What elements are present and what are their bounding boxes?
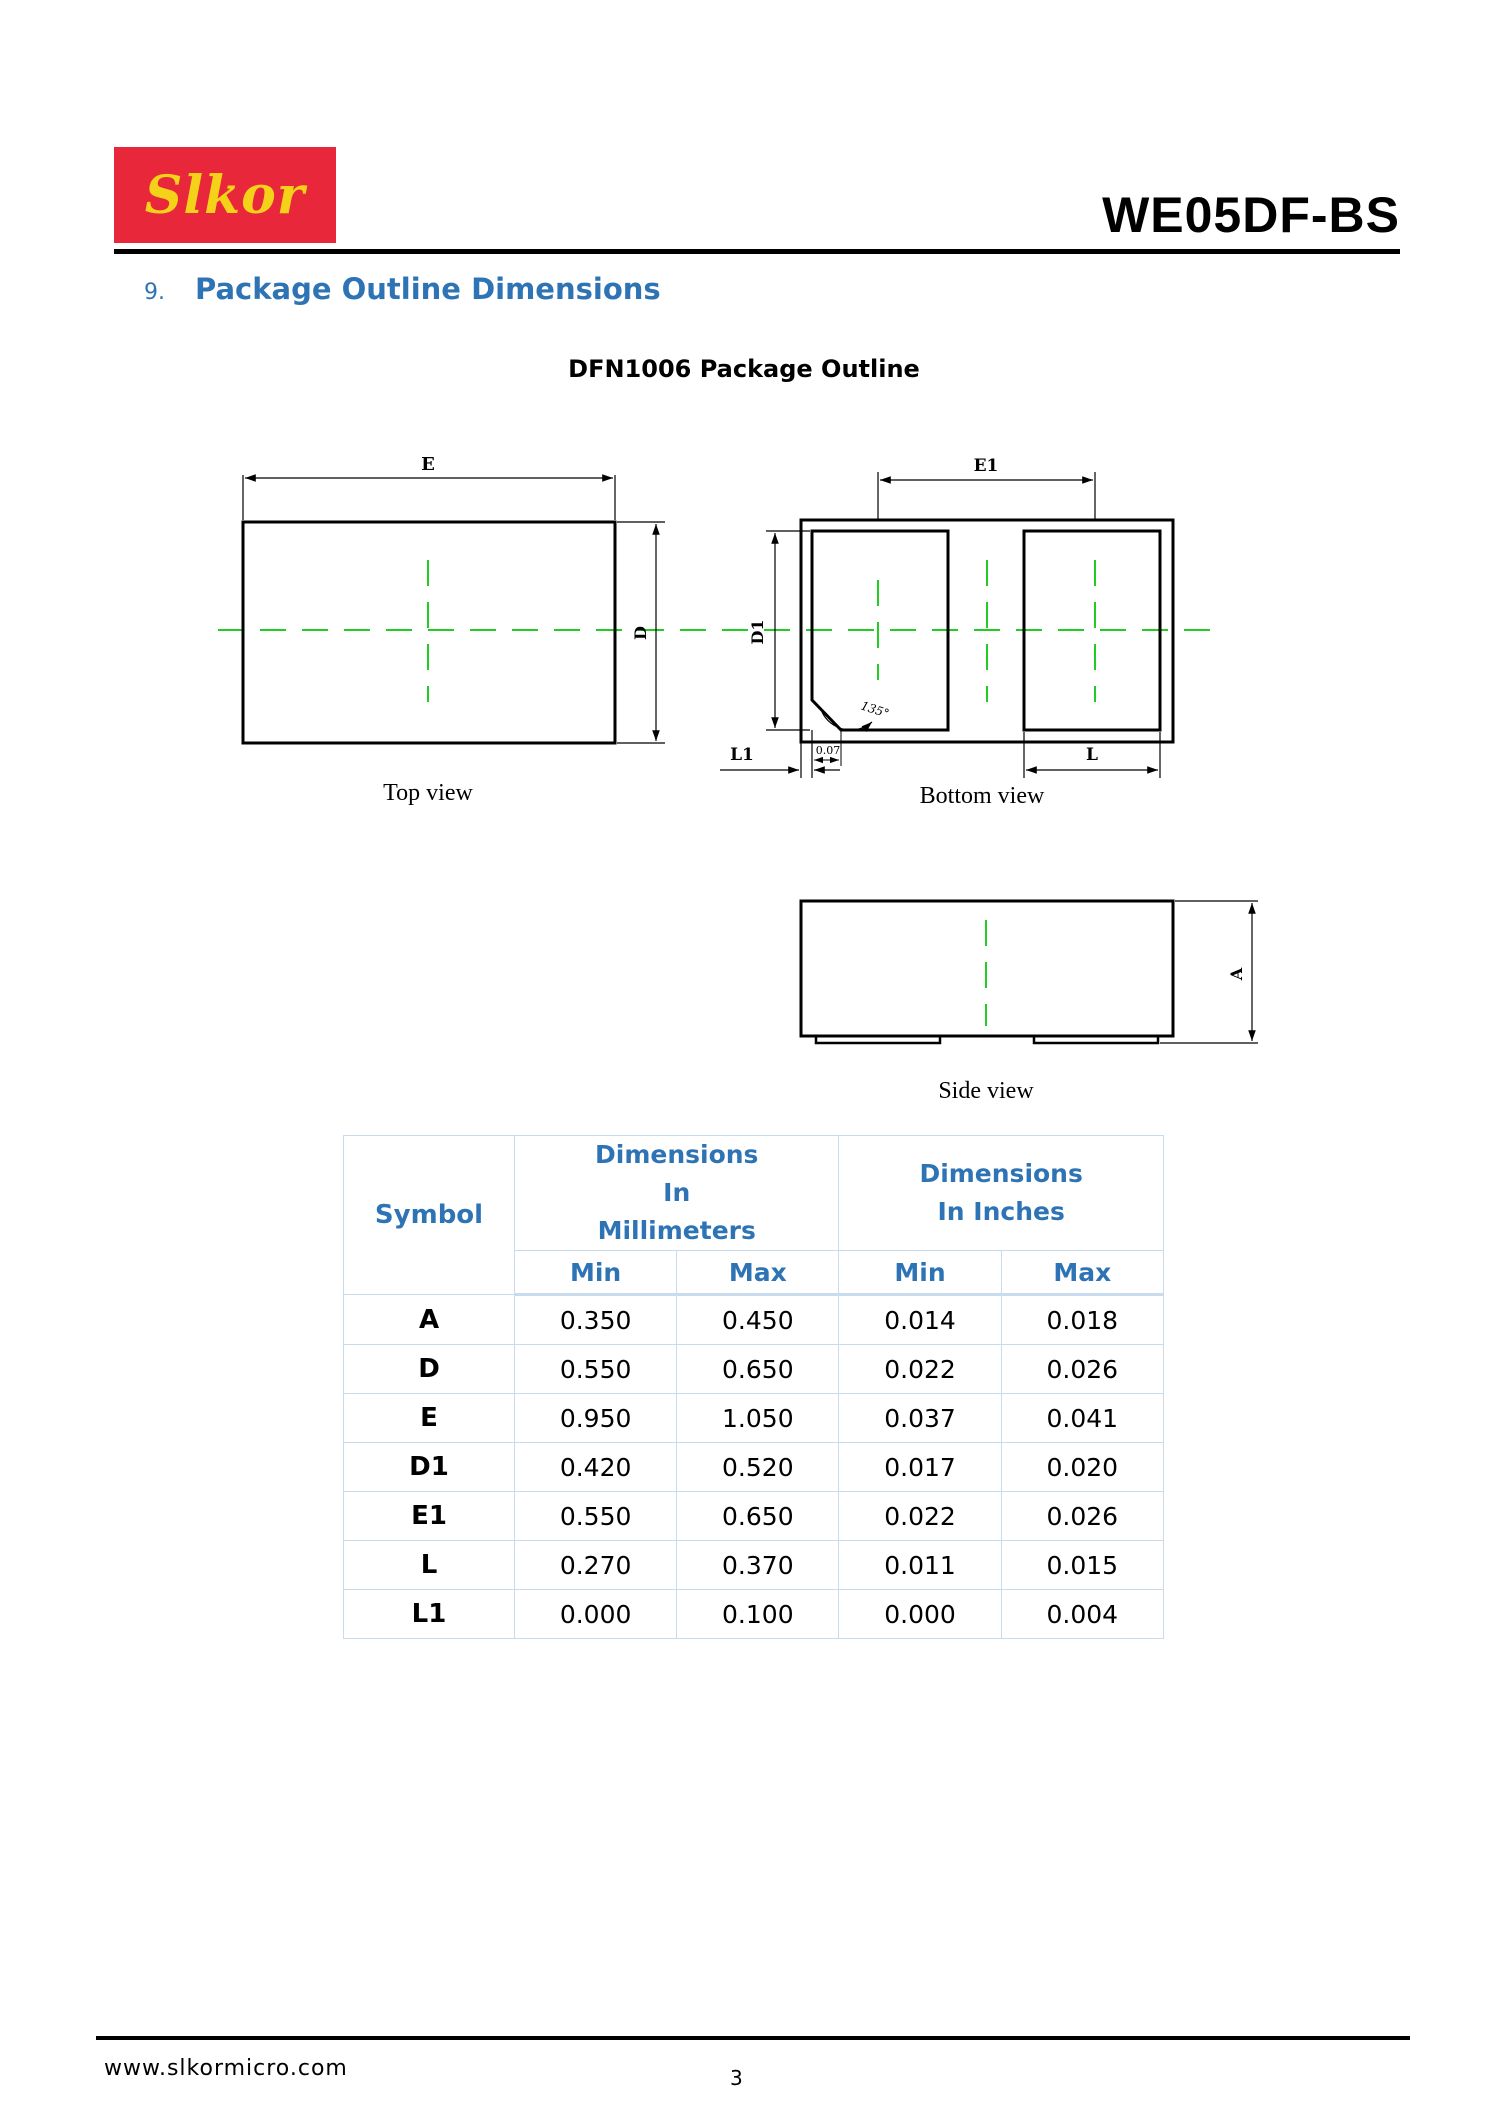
label-L1: L1 bbox=[730, 745, 754, 765]
row-in-min: 0.022 bbox=[839, 1345, 1001, 1394]
label-D: D bbox=[631, 626, 650, 640]
row-mm-max: 0.520 bbox=[677, 1443, 839, 1492]
label-D1: D1 bbox=[748, 619, 767, 645]
row-in-min: 0.017 bbox=[839, 1443, 1001, 1492]
row-in-max: 0.026 bbox=[1001, 1345, 1163, 1394]
row-mm-min: 0.270 bbox=[515, 1541, 677, 1590]
table-row bbox=[344, 1394, 1164, 1443]
header-millimeters: Dimensions In Millimeters bbox=[515, 1136, 839, 1251]
side-pad-left bbox=[816, 1036, 940, 1043]
pad-2 bbox=[1024, 531, 1160, 730]
row-mm-max: 0.450 bbox=[677, 1295, 839, 1345]
row-in-min: 0.000 bbox=[839, 1590, 1001, 1639]
section-title: Package Outline Dimensions bbox=[195, 272, 661, 306]
row-symbol: D bbox=[344, 1345, 515, 1394]
row-symbol: D1 bbox=[344, 1443, 515, 1492]
row-in-min: 0.022 bbox=[839, 1492, 1001, 1541]
header-in-min: Min bbox=[839, 1251, 1001, 1295]
row-mm-min: 0.950 bbox=[515, 1394, 677, 1443]
side-view-caption: Side view bbox=[938, 1078, 1034, 1104]
bottom-view-caption: Bottom view bbox=[919, 783, 1045, 809]
row-mm-max: 1.050 bbox=[677, 1394, 839, 1443]
bottom-view bbox=[720, 472, 1173, 778]
row-in-min: 0.037 bbox=[839, 1394, 1001, 1443]
side-pad-right bbox=[1034, 1036, 1158, 1043]
table-row bbox=[344, 1295, 1164, 1345]
top-view-caption: Top view bbox=[383, 780, 473, 806]
table-row bbox=[344, 1541, 1164, 1590]
label-E1: E1 bbox=[973, 456, 999, 476]
row-in-max: 0.018 bbox=[1001, 1295, 1163, 1345]
label-A: A bbox=[1227, 967, 1246, 981]
side-view bbox=[801, 901, 1258, 1043]
label-angle: 135° bbox=[859, 698, 891, 721]
header-mm-max: Max bbox=[677, 1251, 839, 1295]
row-mm-min: 0.000 bbox=[515, 1590, 677, 1639]
row-in-max: 0.026 bbox=[1001, 1492, 1163, 1541]
row-mm-min: 0.550 bbox=[515, 1345, 677, 1394]
label-E: E bbox=[421, 454, 435, 475]
row-mm-min: 0.550 bbox=[515, 1492, 677, 1541]
section-number: 9. bbox=[144, 280, 165, 305]
header-mm-min: Min bbox=[515, 1251, 677, 1295]
part-number: WE05DF-BS bbox=[1102, 187, 1400, 243]
row-in-min: 0.011 bbox=[839, 1541, 1001, 1590]
label-chamfer: 0.07 bbox=[815, 744, 841, 757]
row-mm-min: 0.350 bbox=[515, 1295, 677, 1345]
row-mm-max: 0.650 bbox=[677, 1492, 839, 1541]
page-number: 3 bbox=[730, 2066, 743, 2090]
pad-1 bbox=[812, 531, 948, 730]
table-row bbox=[344, 1492, 1164, 1541]
row-mm-max: 0.370 bbox=[677, 1541, 839, 1590]
top-view bbox=[243, 475, 665, 743]
table-row bbox=[344, 1443, 1164, 1492]
figure-title: DFN1006 Package Outline bbox=[568, 355, 920, 383]
row-symbol: L bbox=[344, 1541, 515, 1590]
header-symbol: Symbol bbox=[344, 1136, 515, 1295]
logo-text: Slkor bbox=[144, 164, 306, 226]
row-symbol: E bbox=[344, 1394, 515, 1443]
footer-rule bbox=[96, 2036, 1410, 2040]
table-row bbox=[344, 1345, 1164, 1394]
row-symbol: E1 bbox=[344, 1492, 515, 1541]
row-symbol: A bbox=[344, 1295, 515, 1345]
header-inches: Dimensions In Inches bbox=[839, 1136, 1163, 1251]
row-symbol: L1 bbox=[344, 1590, 515, 1639]
row-mm-max: 0.100 bbox=[677, 1590, 839, 1639]
label-L: L bbox=[1086, 745, 1098, 765]
footer-url: www.slkormicro.com bbox=[104, 2056, 348, 2081]
row-in-max: 0.015 bbox=[1001, 1541, 1163, 1590]
row-in-max: 0.020 bbox=[1001, 1443, 1163, 1492]
dimensions-table bbox=[343, 1135, 1164, 1639]
row-in-max: 0.004 bbox=[1001, 1590, 1163, 1639]
row-mm-max: 0.650 bbox=[677, 1345, 839, 1394]
row-mm-min: 0.420 bbox=[515, 1443, 677, 1492]
top-view-body bbox=[243, 522, 615, 743]
header-in-max: Max bbox=[1001, 1251, 1163, 1295]
row-in-min: 0.014 bbox=[839, 1295, 1001, 1345]
table-row bbox=[344, 1590, 1164, 1639]
row-in-max: 0.041 bbox=[1001, 1394, 1163, 1443]
dimensions-table-body bbox=[344, 1295, 1164, 1639]
